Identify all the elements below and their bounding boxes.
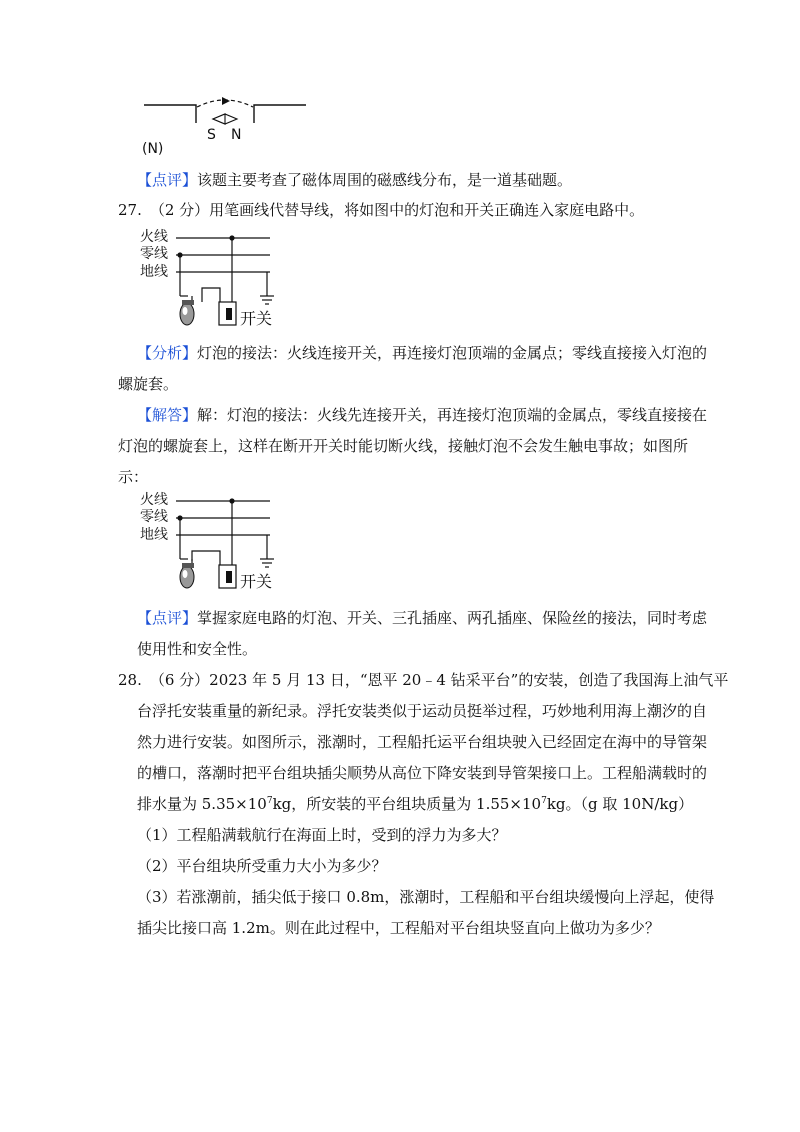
q27-neutral-label: 零线 — [140, 246, 168, 262]
q27-analysis-line2 — [118, 374, 178, 394]
q28-sub2-text: （2）平台组块所受重力大小为多少？ — [137, 857, 387, 875]
q27-answer-line3 — [118, 467, 148, 487]
q28-line3 — [137, 732, 707, 752]
q27-answer-circuit-figure — [140, 489, 280, 594]
review-2-tag: 【点评】 — [137, 609, 198, 627]
q28-line5 — [137, 794, 693, 814]
q28-sub3-text-1: （3）若涨潮前，插尖低于接口 0.8m，涨潮时，工程船和平台组块缓慢向上浮起，使得 — [137, 888, 715, 906]
q28-sub3-line1 — [137, 887, 714, 907]
q28-text-3: 然力进行安装。如图所示，涨潮时，工程船托运平台组块驶入已经固定在海中的导管架 — [137, 733, 708, 751]
q28-line2 — [137, 701, 707, 721]
review-tag: 【点评】 — [137, 171, 198, 189]
compass-s-label: S — [207, 127, 216, 143]
q27-answer-line1 — [137, 405, 707, 425]
q27-answer-switch-label: 开关 — [240, 572, 273, 591]
q27-number: 27. — [118, 201, 142, 219]
review-1 — [137, 170, 572, 190]
review-text: 该题主要考查了磁体周围的磁感线分布，是一道基础题。 — [197, 171, 573, 189]
q27-switch-label: 开关 — [240, 309, 273, 328]
review-2-text-1: 掌握家庭电路的灯泡、开关、三孔插座、两孔插座、保险丝的接法，同时考虑 — [197, 609, 708, 627]
q28-text-5c: kg。（g 取 10N/kg） — [546, 795, 694, 813]
q28-sub1 — [137, 825, 507, 845]
q28-text-2: 台浮托安装重量的新纪录。浮托安装类似于运动员挺举过程，巧妙地利用海上潮汐的自 — [137, 702, 708, 720]
magnet-figure — [140, 95, 310, 160]
analysis-tag: 【分析】 — [137, 344, 198, 362]
q27-answer-live-label: 火线 — [140, 492, 168, 508]
answer-text-2: 灯泡的螺旋套上，这样在断开开关时能切断火线，接触灯泡不会发生触电事故；如图所 — [118, 437, 689, 455]
q28-sub2 — [137, 856, 387, 876]
analysis-text-1: 灯泡的接法：火线连接开关，再连接灯泡顶端的金属点；零线直接接入灯泡的 — [197, 344, 708, 362]
q28-sub3-line2 — [137, 918, 660, 938]
q28-exp-1: 7 — [266, 796, 273, 806]
q27-review-line2 — [137, 639, 257, 659]
review-2-text-2: 使用性和安全性。 — [137, 640, 258, 658]
analysis-text-2: 螺旋套。 — [118, 375, 179, 393]
q28-text-1: （6 分）2023 年 5 月 13 日，“恩平 20﹣4 钻采平台”的安装，创造了我国海上油气平 — [149, 671, 729, 689]
q28-number: 28. — [118, 671, 142, 689]
answer-text-3: 示： — [118, 468, 149, 486]
q27-answer-neutral-label: 零线 — [140, 509, 168, 525]
q27-review-line1 — [137, 608, 707, 628]
q28-line4 — [137, 763, 707, 783]
q27-circuit-figure — [140, 226, 280, 331]
q28-sub3-text-2: 插尖比接口高 1.2m。则在此过程中，工程船对平台组块竖直向上做功为多少？ — [137, 919, 660, 937]
q28-line1 — [118, 670, 728, 690]
q28-text-5b: kg，所安装的平台组块质量为 1.55×10 — [272, 795, 542, 813]
q27-live-label: 火线 — [140, 229, 168, 245]
answer-tag: 【解答】 — [137, 406, 198, 424]
q28-sub1-text: （1）工程船满载航行在海面上时，受到的浮力为多大？ — [137, 826, 507, 844]
compass-n-label: N — [231, 127, 242, 143]
q28-exp-2: 7 — [541, 796, 547, 806]
q27-analysis-line1 — [137, 343, 707, 363]
magnet-n-label: (N) — [142, 141, 164, 157]
q28-text-5a: 排水量为 5.35×10 — [137, 795, 267, 813]
answer-text-1: 解：灯泡的接法：火线先连接开关，再连接灯泡顶端的金属点，零线直接接在 — [197, 406, 708, 424]
q27-text: （2 分）用笔画线代替导线，将如图中的灯泡和开关正确连入家庭电路中。 — [149, 201, 645, 219]
q27-ground-label: 地线 — [140, 264, 168, 280]
q27-answer-line2 — [118, 436, 688, 456]
q27-answer-ground-label: 地线 — [140, 527, 168, 543]
q28-text-4: 的槽口，落潮时把平台组块插尖顺势从高位下降安装到导管架接口上。工程船满载时的 — [137, 764, 708, 782]
magnet-field-lines — [140, 95, 310, 160]
q27-stem — [118, 200, 644, 220]
